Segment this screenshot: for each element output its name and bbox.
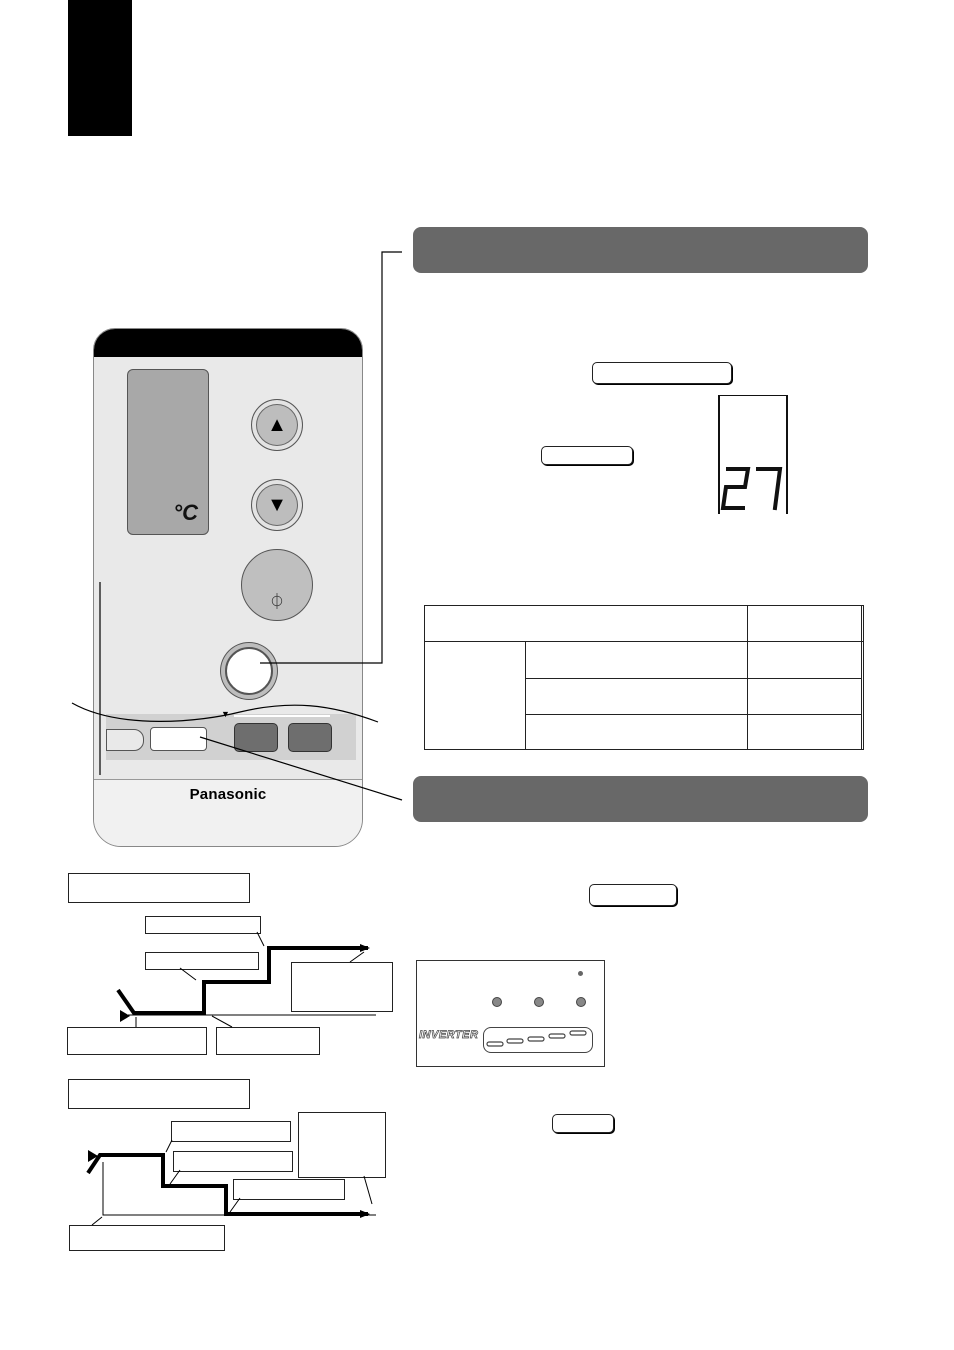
indicator-panel — [416, 960, 605, 1067]
triangle-up-icon: ▲ — [267, 414, 287, 436]
chart2-callout-b — [173, 1151, 293, 1172]
chart1-note-pointer — [350, 952, 364, 962]
chart1-footer-a — [67, 1027, 207, 1055]
button-label-top — [592, 362, 732, 384]
table-cell — [425, 606, 748, 642]
level-segment-1 — [487, 1042, 503, 1046]
side-button[interactable] — [106, 729, 144, 751]
table-cell — [526, 642, 748, 679]
chart2-callout-c — [233, 1179, 345, 1200]
chart2-note-pointer — [364, 1176, 372, 1204]
temp-up-button[interactable] — [251, 399, 303, 451]
chart1-callout-a — [145, 916, 261, 934]
digit-7 — [758, 469, 780, 508]
triangle-down-icon: ▼ — [221, 709, 230, 719]
settings-table — [424, 605, 864, 750]
chart1-callout-b — [145, 952, 259, 970]
table-cell — [425, 642, 526, 750]
seven-segment-digits — [723, 469, 780, 508]
level-segment-5 — [570, 1031, 586, 1035]
button-label-small — [541, 446, 633, 465]
chart1-start-marker — [120, 1010, 130, 1022]
table-cell — [526, 715, 748, 750]
table-cell — [748, 606, 862, 642]
power-icon: ⏀ — [268, 593, 285, 611]
temp-down-button[interactable] — [251, 479, 303, 531]
table-cell — [748, 715, 862, 750]
section-banner-bottom — [413, 776, 868, 822]
chart2-start-marker — [88, 1150, 98, 1162]
corner-tab — [68, 0, 132, 136]
remote-lcd — [127, 369, 209, 535]
remote-top-band — [94, 329, 362, 357]
indicator-led-2 — [534, 997, 544, 1007]
function-button-2[interactable] — [288, 723, 332, 752]
chart2-callout-a — [171, 1121, 291, 1142]
chart1-foot-b-pointer — [212, 1016, 232, 1027]
segment-digits — [720, 396, 786, 514]
table-cell — [748, 642, 862, 679]
table-cell — [748, 679, 862, 715]
mode-button[interactable] — [150, 727, 207, 751]
remote-control — [93, 328, 363, 847]
celsius-unit: °C — [173, 500, 198, 525]
inverter-logo: INVERTER — [419, 1029, 479, 1041]
chart2-callout-b-pointer — [170, 1170, 180, 1184]
button-label-bottom — [589, 884, 677, 906]
chart2-foot-pointer — [92, 1217, 102, 1225]
panel-divider — [234, 715, 330, 717]
triangle-down-icon: ▼ — [267, 494, 287, 516]
display-closeup — [718, 395, 788, 514]
power-button[interactable] — [241, 549, 313, 621]
table-row — [425, 642, 864, 679]
chart2-note-box — [298, 1112, 386, 1178]
digit-2 — [723, 469, 748, 508]
table-cell — [862, 606, 864, 642]
indicator-led-small — [578, 971, 583, 976]
level-segment-3 — [528, 1037, 544, 1041]
chart1-footer-b — [216, 1027, 320, 1055]
indicator-led-3 — [576, 997, 586, 1007]
brand-logo: Panasonic — [189, 786, 267, 803]
level-segment-2 — [507, 1039, 523, 1043]
chart1-note-box — [291, 962, 393, 1012]
chart1-callout-a-pointer — [257, 932, 264, 946]
chart2-footer — [69, 1225, 225, 1251]
section-banner-top — [413, 227, 868, 273]
power-bars-graphic — [484, 1028, 592, 1052]
level-segments — [487, 1031, 586, 1046]
button-label-bottom-small — [552, 1114, 614, 1133]
table-cell — [862, 642, 864, 750]
function-button-1[interactable] — [234, 723, 278, 752]
chart2-title-box — [68, 1079, 250, 1109]
indicator-led-1 — [492, 997, 502, 1007]
table-cell — [526, 679, 748, 715]
level-segment-4 — [549, 1034, 565, 1038]
table-row — [425, 606, 864, 642]
power-level-bars — [483, 1027, 593, 1053]
option-button[interactable] — [225, 647, 273, 695]
chart2-callout-c-pointer — [230, 1198, 240, 1212]
chart1-title-box — [68, 873, 250, 903]
